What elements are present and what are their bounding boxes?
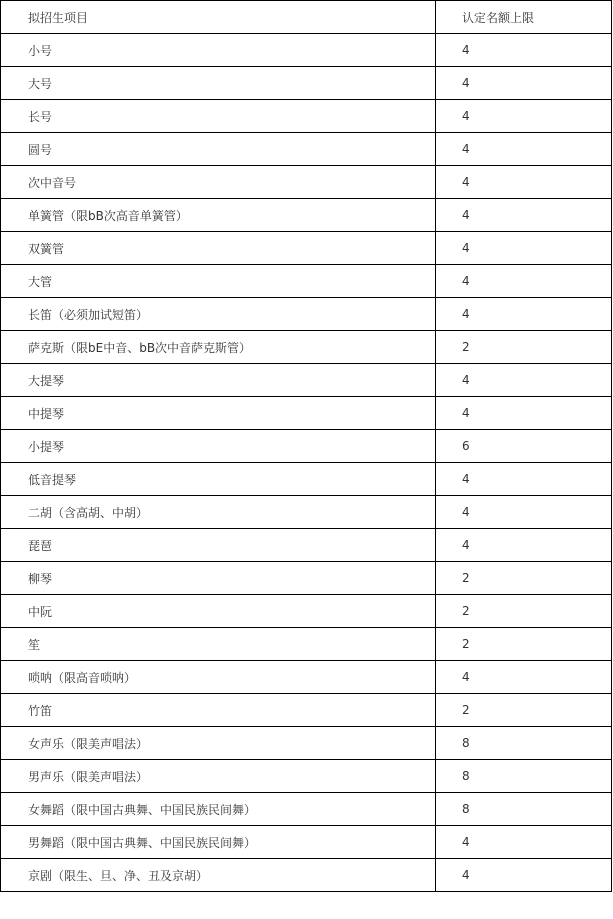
quota-cell: 2 [436, 694, 612, 727]
table-row [1, 430, 612, 463]
table-row [1, 826, 612, 859]
table-row [1, 661, 612, 694]
project-cell: 圆号 [1, 133, 436, 166]
table-row [1, 67, 612, 100]
quota-cell: 4 [436, 34, 612, 67]
quota-cell: 4 [436, 661, 612, 694]
project-cell: 长号 [1, 100, 436, 133]
quota-cell: 2 [436, 628, 612, 661]
quota-cell: 4 [436, 496, 612, 529]
project-cell: 中提琴 [1, 397, 436, 430]
quota-cell: 2 [436, 595, 612, 628]
table-row [1, 496, 612, 529]
table-header-row [1, 1, 612, 34]
quota-cell: 4 [436, 859, 612, 892]
quota-cell: 4 [436, 100, 612, 133]
project-cell: 双簧管 [1, 232, 436, 265]
project-cell: 笙 [1, 628, 436, 661]
table-row [1, 331, 612, 364]
quota-cell: 4 [436, 463, 612, 496]
table-row [1, 793, 612, 826]
project-cell: 男舞蹈（限中国古典舞、中国民族民间舞） [1, 826, 436, 859]
project-cell: 小提琴 [1, 430, 436, 463]
project-cell: 长笛（必须加试短笛） [1, 298, 436, 331]
project-cell: 单簧管（限bB次高音单簧管） [1, 199, 436, 232]
quota-cell: 4 [436, 67, 612, 100]
table-row [1, 562, 612, 595]
table-row [1, 364, 612, 397]
project-cell: 男声乐（限美声唱法） [1, 760, 436, 793]
quota-cell: 4 [436, 232, 612, 265]
header-quota: 认定名额上限 [436, 1, 612, 34]
project-cell: 小号 [1, 34, 436, 67]
quota-cell: 4 [436, 529, 612, 562]
table-row [1, 166, 612, 199]
table-row [1, 199, 612, 232]
quota-cell: 4 [436, 364, 612, 397]
project-cell: 女舞蹈（限中国古典舞、中国民族民间舞） [1, 793, 436, 826]
quota-cell: 6 [436, 430, 612, 463]
quota-cell: 4 [436, 265, 612, 298]
table-row [1, 265, 612, 298]
project-cell: 竹笛 [1, 694, 436, 727]
table-row [1, 34, 612, 67]
quota-cell: 2 [436, 331, 612, 364]
project-cell: 低音提琴 [1, 463, 436, 496]
quota-cell: 4 [436, 397, 612, 430]
quota-cell: 8 [436, 793, 612, 826]
project-cell: 大提琴 [1, 364, 436, 397]
table-row [1, 100, 612, 133]
table-row [1, 628, 612, 661]
project-cell: 柳琴 [1, 562, 436, 595]
table-row [1, 727, 612, 760]
project-cell: 大号 [1, 67, 436, 100]
project-cell: 女声乐（限美声唱法） [1, 727, 436, 760]
table-row [1, 859, 612, 892]
table-row [1, 694, 612, 727]
project-cell: 萨克斯（限bE中音、bB次中音萨克斯管） [1, 331, 436, 364]
table-row [1, 595, 612, 628]
table-row [1, 760, 612, 793]
quota-cell: 4 [436, 133, 612, 166]
table-row [1, 529, 612, 562]
quota-cell: 2 [436, 562, 612, 595]
table-row [1, 397, 612, 430]
quota-cell: 4 [436, 298, 612, 331]
table-row [1, 298, 612, 331]
project-cell: 唢呐（限高音唢呐） [1, 661, 436, 694]
quota-cell: 4 [436, 826, 612, 859]
quota-cell: 4 [436, 166, 612, 199]
quota-cell: 8 [436, 760, 612, 793]
table-row [1, 463, 612, 496]
project-cell: 次中音号 [1, 166, 436, 199]
table-row [1, 133, 612, 166]
table-row [1, 232, 612, 265]
project-cell: 中阮 [1, 595, 436, 628]
project-cell: 二胡（含高胡、中胡） [1, 496, 436, 529]
quota-cell: 8 [436, 727, 612, 760]
project-cell: 琵琶 [1, 529, 436, 562]
project-cell: 大管 [1, 265, 436, 298]
quota-cell: 4 [436, 199, 612, 232]
project-cell: 京剧（限生、旦、净、丑及京胡） [1, 859, 436, 892]
header-project: 拟招生项目 [1, 1, 436, 34]
